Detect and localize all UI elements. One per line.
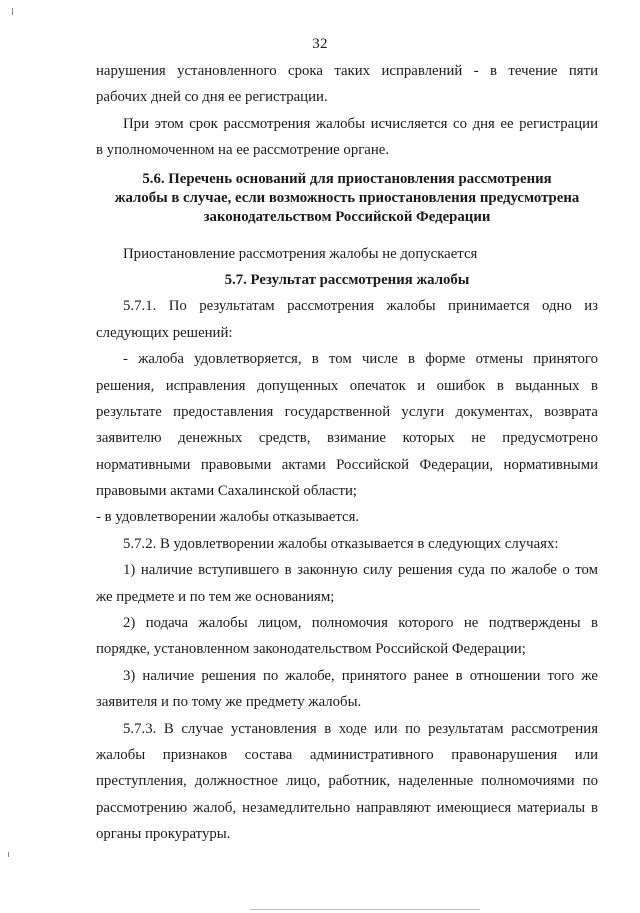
paragraph: [96, 716, 598, 848]
text-line: 5.7.3. В случае установления в ходе или по результатам рассмотрения: [123, 720, 598, 737]
paragraph: [96, 293, 598, 346]
scan-artifact: [8, 852, 9, 857]
text-line: рабочих дней со дня ее регистрации.: [96, 89, 328, 106]
paragraph: [96, 610, 598, 663]
paragraph: [96, 557, 598, 610]
text-line: 2) подача жалобы лицом, полномочия которого не подтверждены в: [123, 615, 598, 632]
text-line: нарушения установленного срока таких исправлений - в течение пяти: [96, 63, 598, 79]
text-line: 1) наличие вступившего в законную силу решения суда по жалобе о том: [123, 562, 598, 579]
heading-line: 5.6. Перечень оснований для приостановления рассмотрения: [142, 170, 552, 187]
text-line: результате предоставления государственной услуги документах, возврата: [96, 403, 598, 420]
text-line: порядке, установленном законодательством Российской Федерации;: [96, 641, 526, 658]
scan-artifact: [12, 8, 13, 15]
text-line: 5.7.2. В удовлетворении жалобы отказывается в следующих случаях:: [123, 535, 559, 552]
text-line: - жалоба удовлетворяется, в том числе в форме отмены принятого: [123, 351, 598, 368]
text-line: - в удовлетворении жалобы отказывается.: [96, 509, 360, 526]
text-line: 5.7.1. По результатам рассмотрения жалобы принимается одно из: [123, 298, 598, 315]
document-body: [96, 58, 598, 848]
paragraph: [96, 504, 598, 530]
text-line: нормативными правовыми актами Российской Федерации, нормативными: [96, 456, 598, 473]
text-line: рассмотрению жалоб, незамедлительно направляют имеющиеся материалы в: [96, 799, 598, 816]
text-line: решения, исправления допущенных опечаток и ошибок в выданных в: [96, 377, 598, 394]
paragraph: [96, 241, 598, 267]
paragraph: [96, 531, 598, 557]
text-line: 3) наличие решения по жалобе, принятого ранее в отношении того же: [123, 667, 598, 684]
text-line: следующих решений:: [96, 324, 233, 341]
text-line: При этом срок рассмотрения жалобы исчисляется со дня ее регистрации: [123, 115, 598, 132]
text-line: правовыми актами Сахалинской области;: [96, 483, 357, 500]
text-line: Приостановление рассмотрения жалобы не допускается: [123, 245, 478, 262]
paragraph: [96, 663, 598, 716]
text-line: преступления, должностное лицо, работник, наделенные полномочиями по: [96, 773, 598, 790]
text-line: же предмете и по тем же основаниям;: [96, 588, 335, 605]
heading-line: жалобы в случае, если возможность приостановления предусмотрена: [114, 189, 580, 206]
text-line: в уполномоченном на ее рассмотрение органе.: [96, 142, 390, 159]
text-line: жалобы признаков состава административного правонарушения или: [96, 747, 598, 763]
text-line: заявителю денежных средств, взимание которых не предусмотрено: [96, 430, 598, 447]
paragraph: [96, 346, 598, 504]
paragraph: [96, 58, 598, 111]
text-line: органы прокуратуры.: [96, 826, 231, 843]
paragraph: [96, 111, 598, 164]
text-line: заявителя и по тому же предмету жалобы.: [96, 694, 362, 711]
section-heading-5-6: [96, 170, 598, 227]
section-heading-5-7: 5.7. Результат рассмотрения жалобы: [224, 271, 470, 288]
heading-line: законодательством Российской Федерации: [203, 208, 491, 225]
page-number: 32: [312, 36, 328, 52]
scan-artifact: [250, 909, 480, 910]
